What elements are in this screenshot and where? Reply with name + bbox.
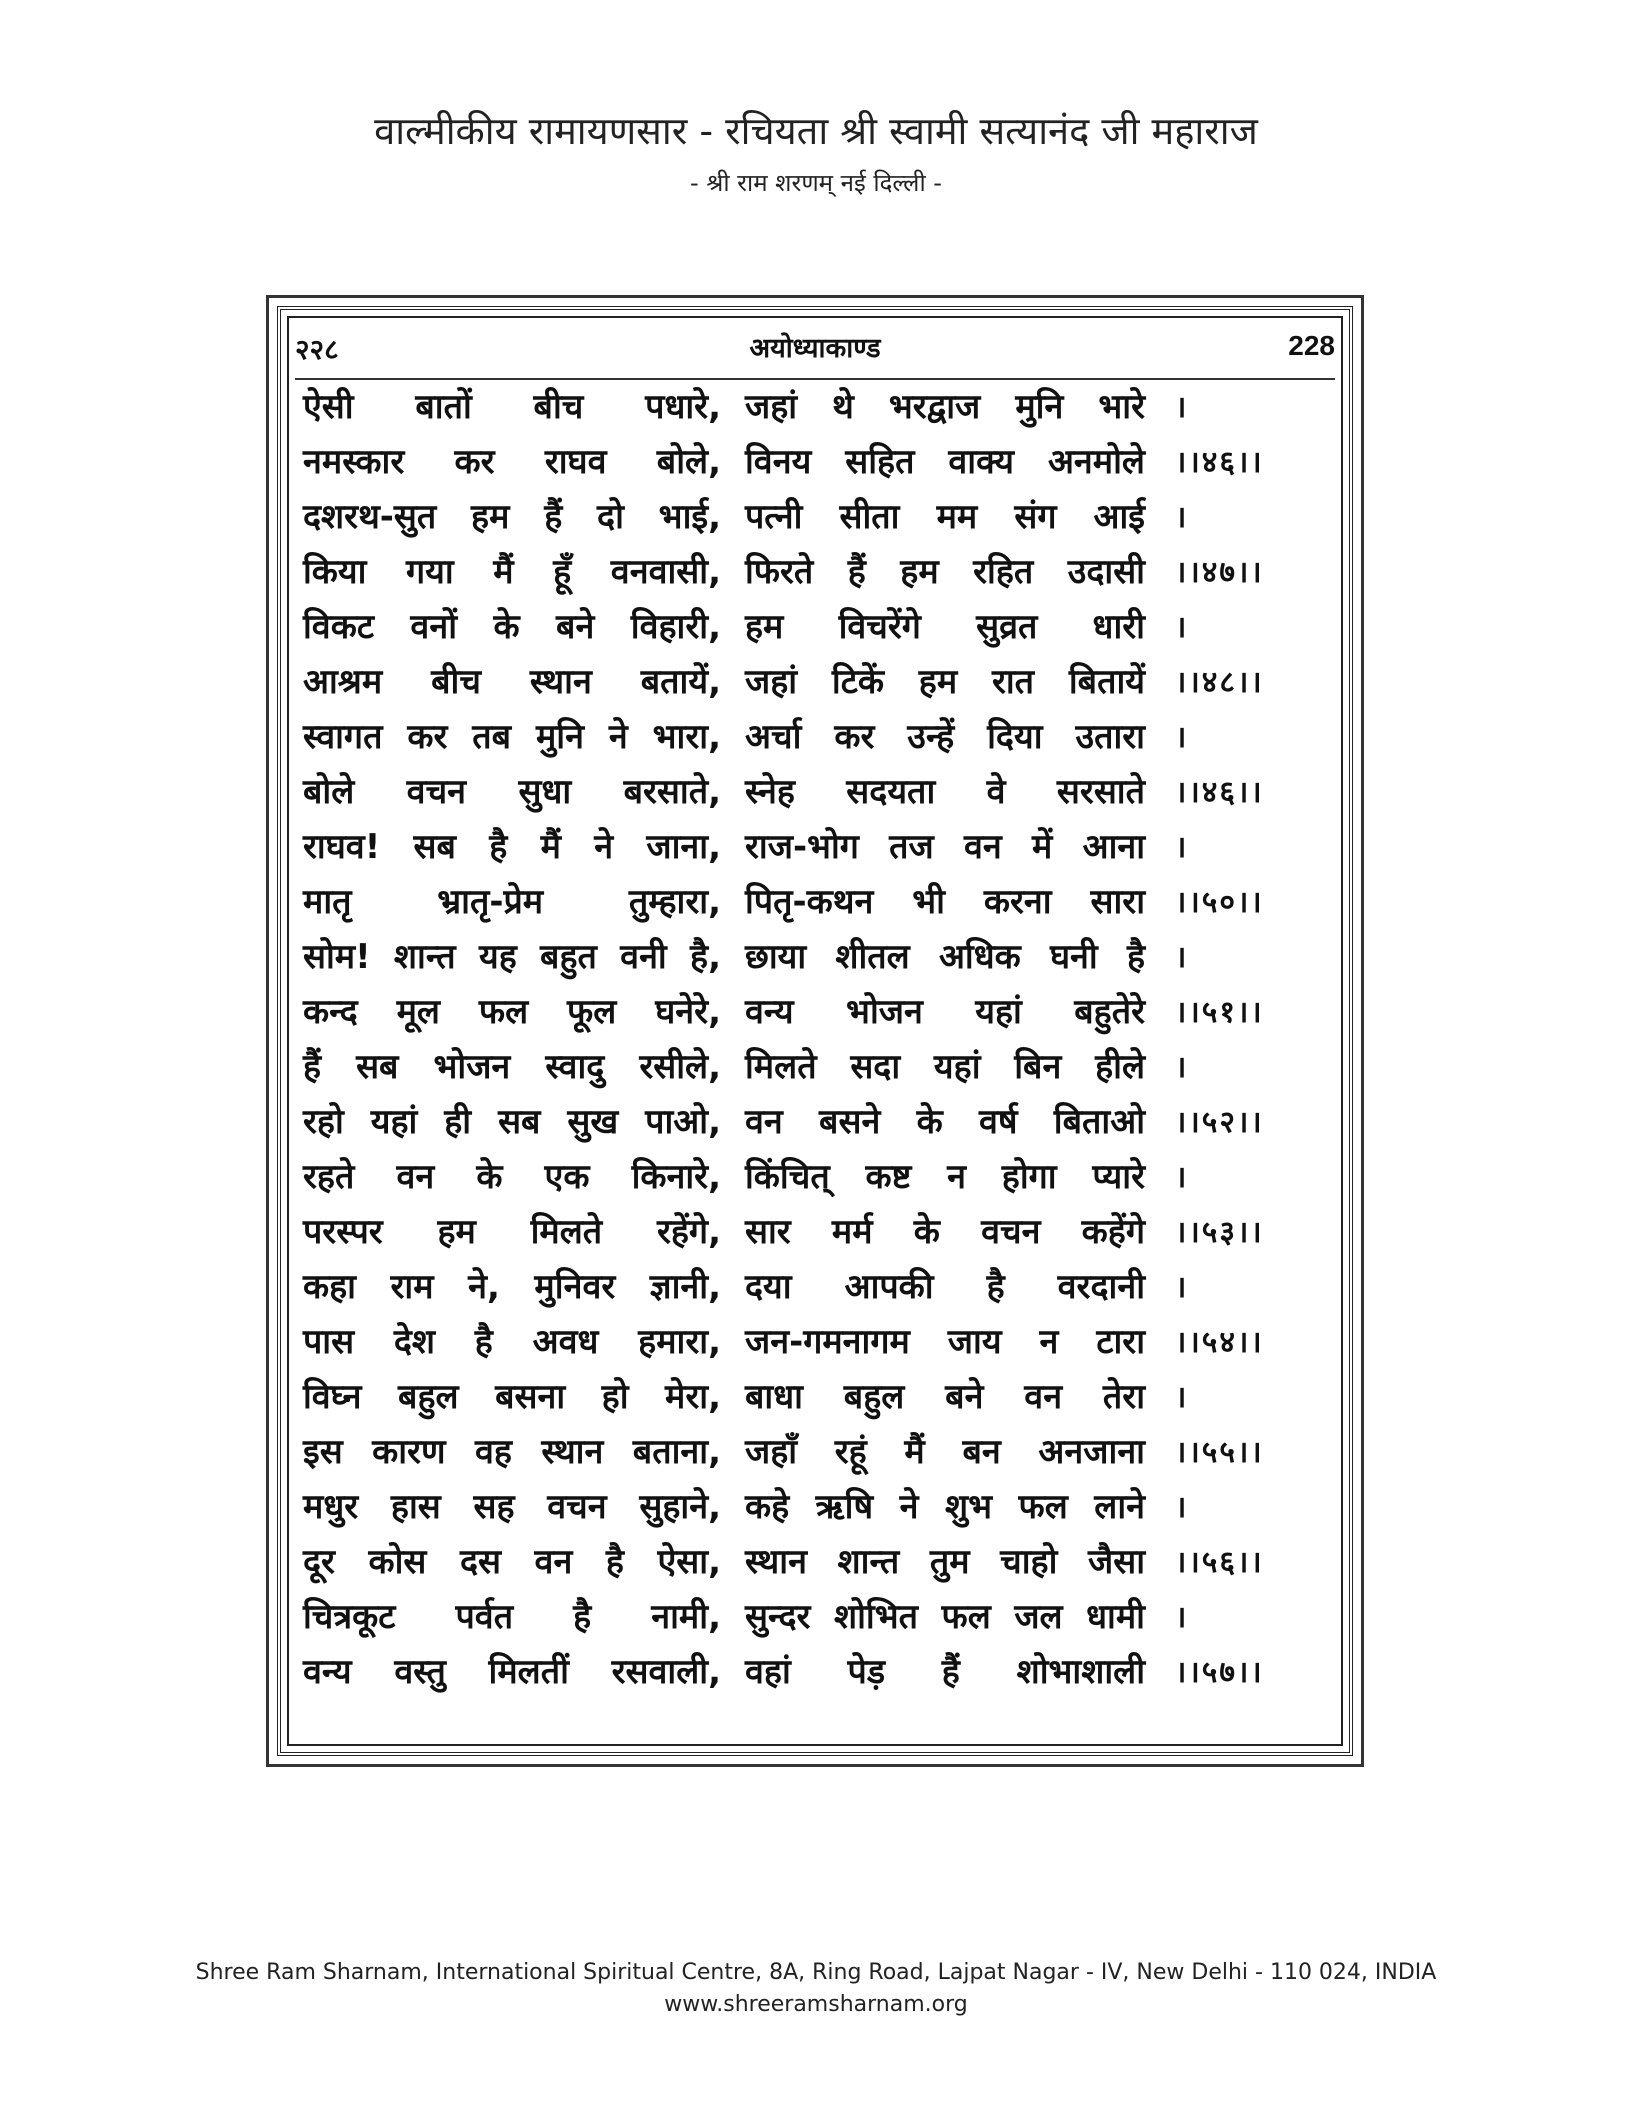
verse-left-half: नमस्कार कर राघव बोले, [303,442,721,482]
verse-left-half: परस्पर हम मिलते रहेंगे, [303,1212,721,1252]
verse-right-half: वन बसने के वर्ष बिताओ [745,1102,1145,1142]
document-title: वाल्मीकीय रामायणसार - रचियता श्री स्वामी सत्यानंद जी महाराज [374,109,1258,153]
document-subtitle: - श्री राम शरणम् नई दिल्ली - [690,169,942,197]
verse-left-half: रहो यहां ही सब सुख पाओ, [303,1102,721,1142]
verse-right-half: जहाँ रहूं मैं बन अनजाना [745,1432,1145,1472]
verse-left-half: दशरथ-सुत हम हैं दो भाई, [303,497,721,537]
verse-line [303,1535,1313,1590]
verse-left-half: मधुर हास सह वचन सुहाने, [303,1487,721,1527]
verse-right-half: राज-भोग तज वन में आना [745,827,1145,867]
verse-right-half: हम विचरेंगे सुव्रत धारी [745,607,1145,647]
verse-line [303,985,1313,1040]
verse-left-half: ऐसी बातों बीच पधारे, [303,387,721,427]
verse-left-half: कन्द मूल फल फूल घनेरे, [303,992,721,1032]
verse-left-half: सोम! शान्त यह बहुत वनी है, [303,937,721,977]
verse-line [303,655,1313,710]
verse-right-half: सुन्दर शोभित फल जल धामी [745,1597,1145,1637]
verse-right-half: जहां थे भरद्वाज मुनि भारे [745,387,1145,427]
verse-number: ।।५१।। [1175,995,1264,1030]
verse-line [303,380,1313,435]
section-title: अयोध्याकाण्ड [749,333,881,364]
verse-number: ।।५३।। [1175,1215,1264,1250]
footer-address: Shree Ram Sharnam, International Spiritual Centre, 8A, Ring Road, Lajpat Nagar - IV, New Delhi - 110 024, INDIA [195,1960,1437,1985]
verse-right-half: बाधा बहुल बने वन तेरा [745,1377,1145,1417]
verse-right-half: वहां पेड़ हैं शोभाशाली [745,1652,1145,1692]
verse-right-half: दया आपकी है वरदानी [745,1267,1145,1307]
verse-line [303,710,1313,765]
verse-line [303,545,1313,600]
verse-left-half: राघव! सब है मैं ने जाना, [303,827,721,867]
verse-right-half: सार मर्म के वचन कहेंगे [745,1212,1145,1252]
verse-number: । [1175,1380,1189,1415]
verse-number: । [1175,1490,1189,1525]
verse-left-half: स्वागत कर तब मुनि ने भारा, [303,717,721,757]
verse-left-half: बोले वचन सुधा बरसाते, [303,772,721,812]
verse-line [303,1645,1313,1700]
verse-line [303,1590,1313,1645]
verse-left-half: पास देश है अवध हमारा, [303,1322,721,1362]
verse-line [303,765,1313,820]
verse-number: ।।५४।। [1175,1325,1264,1360]
verse-number: । [1175,1160,1189,1195]
page-number-devanagari: २२८ [295,333,339,366]
verse-number: । [1175,500,1189,535]
verse-left-half: किया गया मैं हूँ वनवासी, [303,552,721,592]
verse-right-half: अर्चा कर उन्हें दिया उतारा [745,717,1145,757]
verse-left-half: विकट वनों के बने विहारी, [303,607,721,647]
verse-number: ।।४८।। [1175,665,1264,700]
verse-number: ।।५७।। [1175,1655,1264,1690]
verse-line [303,600,1313,655]
page-number: 228 [1288,330,1335,361]
verse-right-half: फिरते हैं हम रहित उदासी [745,552,1145,592]
verse-left-half: इस कारण वह स्थान बताना, [303,1432,721,1472]
verse-right-half: वन्य भोजन यहां बहुतेरे [745,992,1145,1032]
verse-list [303,380,1313,1700]
verse-number: ।।५२।। [1175,1105,1264,1140]
verse-number: ।।५६।। [1175,1545,1264,1580]
verse-left-half: रहते वन के एक किनारे, [303,1157,721,1197]
verse-number: ।।४६।। [1175,445,1264,480]
verse-number: ।।४७।। [1175,555,1264,590]
verse-right-half: स्थान शान्त तुम चाहो जैसा [745,1542,1145,1582]
verse-line [303,490,1313,545]
verse-number: । [1175,610,1189,645]
verse-number: । [1175,940,1189,975]
verse-number: । [1175,1600,1189,1635]
footer-website[interactable]: www.shreeramsharnam.org [664,1992,968,2017]
verse-line [303,1260,1313,1315]
verse-left-half: हैं सब भोजन स्वादु रसीले, [303,1047,721,1087]
verse-left-half: कहा राम ने, मुनिवर ज्ञानी, [303,1267,721,1307]
verse-left-half: वन्य वस्तु मिलतीं रसवाली, [303,1652,721,1692]
verse-right-half: पितृ-कथन भी करना सारा [745,882,1145,922]
verse-number: ।।५५।। [1175,1435,1264,1470]
verse-right-half: पत्नी सीता मम संग आई [745,497,1145,537]
page-frame [266,295,1364,1767]
verse-number: ।।५०।। [1175,885,1264,920]
verse-line [303,1205,1313,1260]
verse-number: । [1175,830,1189,865]
page-header [295,326,1335,380]
verse-line [303,875,1313,930]
verse-right-half: स्नेह सदयता वे सरसाते [745,772,1145,812]
verse-line [303,435,1313,490]
verse-number: । [1175,720,1189,755]
verse-right-half: विनय सहित वाक्य अनमोले [745,442,1145,482]
verse-right-half: कहे ऋषि ने शुभ फल लाने [745,1487,1145,1527]
verse-left-half: चित्रकूट पर्वत है नामी, [303,1597,721,1637]
verse-right-half: छाया शीतल अधिक घनी है [745,937,1145,977]
verse-right-half: जन-गमनागम जाय न टारा [745,1322,1145,1362]
verse-line [303,1425,1313,1480]
verse-right-half: किंचित् कष्ट न होगा प्यारे [745,1157,1145,1197]
verse-line [303,820,1313,875]
verse-line [303,1370,1313,1425]
verse-left-half: दूर कोस दस वन है ऐसा, [303,1542,721,1582]
verse-number: । [1175,1270,1189,1305]
verse-line [303,1040,1313,1095]
verse-left-half: विघ्न बहुल बसना हो मेरा, [303,1377,721,1417]
verse-line [303,930,1313,985]
verse-line [303,1480,1313,1535]
verse-right-half: जहां टिकें हम रात बितायें [745,662,1145,702]
verse-line [303,1315,1313,1370]
verse-line [303,1095,1313,1150]
verse-number: ।।४६।। [1175,775,1264,810]
verse-left-half: मातृ भ्रातृ-प्रेम तुम्हारा, [303,882,721,922]
verse-right-half: मिलते सदा यहां बिन हीले [745,1047,1145,1087]
verse-number: । [1175,390,1189,425]
verse-line [303,1150,1313,1205]
verse-number: । [1175,1050,1189,1085]
verse-left-half: आश्रम बीच स्थान बतायें, [303,662,721,702]
